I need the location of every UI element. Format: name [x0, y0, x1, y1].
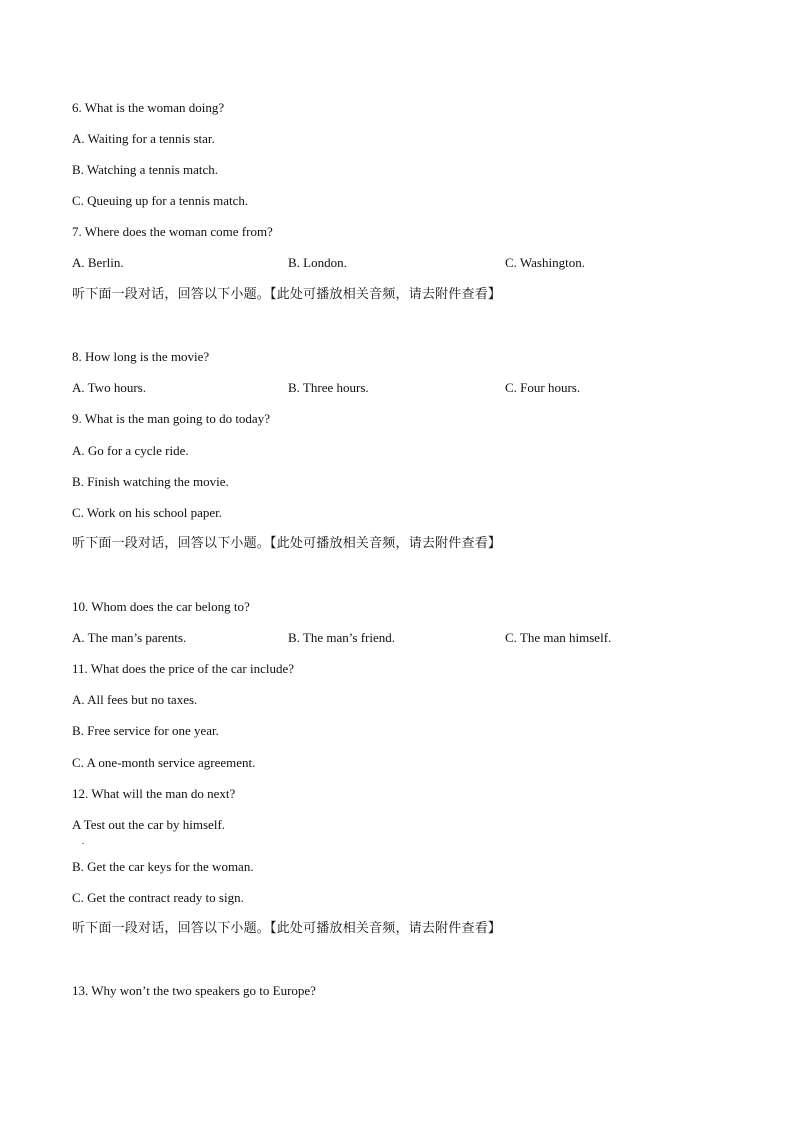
stray-dot-mark: . — [82, 836, 85, 846]
q10-option-c: C. The man himself. — [505, 630, 612, 645]
question-10: 10. Whom does the car belong to? — [72, 599, 250, 614]
q8-option-c: C. Four hours. — [505, 380, 581, 395]
q11-option-b: B. Free service for one year. — [72, 723, 219, 738]
q8-options-row — [72, 380, 732, 396]
q10-option-b: B. The man’s friend. — [288, 630, 395, 645]
q6-option-a: A. Waiting for a tennis star. — [72, 131, 215, 146]
q12-option-a: A Test out the car by himself. — [72, 817, 226, 832]
listening-instruction-2: 听下面一段对话，回答以下小题。【此处可播放相关音频，请去附件查看】 — [72, 536, 502, 551]
q6-option-c: C. Queuing up for a tennis match. — [72, 193, 249, 208]
q8-option-a: A. Two hours. — [72, 380, 146, 395]
question-8: 8. How long is the movie? — [72, 349, 210, 364]
q7-option-b: B. London. — [288, 255, 347, 270]
q12-option-c: C. Get the contract ready to sign. — [72, 890, 244, 905]
q7-options-row — [72, 255, 732, 271]
q9-option-b: B. Finish watching the movie. — [72, 474, 229, 489]
q8-option-b: B. Three hours. — [288, 380, 369, 395]
q9-option-a: A. Go for a cycle ride. — [72, 443, 189, 458]
q11-option-c: C. A one-month service agreement. — [72, 755, 256, 770]
listening-instruction-3: 听下面一段对话，回答以下小题。【此处可播放相关音频，请去附件查看】 — [72, 921, 502, 936]
question-12: 12. What will the man do next? — [72, 786, 236, 801]
q7-option-a: A. Berlin. — [72, 255, 124, 270]
q7-option-c: C. Washington. — [505, 255, 585, 270]
q10-option-a: A. The man’s parents. — [72, 630, 187, 645]
q10-options-row — [72, 630, 732, 646]
question-11: 11. What does the price of the car include? — [72, 661, 294, 676]
question-6: 6. What is the woman doing? — [72, 100, 225, 115]
question-9: 9. What is the man going to do today? — [72, 411, 270, 426]
q11-option-a: A. All fees but no taxes. — [72, 692, 198, 707]
question-13: 13. Why won’t the two speakers go to Europe? — [72, 983, 316, 998]
q6-option-b: B. Watching a tennis match. — [72, 162, 219, 177]
q9-option-c: C. Work on his school paper. — [72, 505, 223, 520]
q12-option-b: B. Get the car keys for the woman. — [72, 859, 254, 874]
listening-instruction-1: 听下面一段对话，回答以下小题。【此处可播放相关音频，请去附件查看】 — [72, 287, 502, 302]
question-7: 7. Where does the woman come from? — [72, 224, 273, 239]
